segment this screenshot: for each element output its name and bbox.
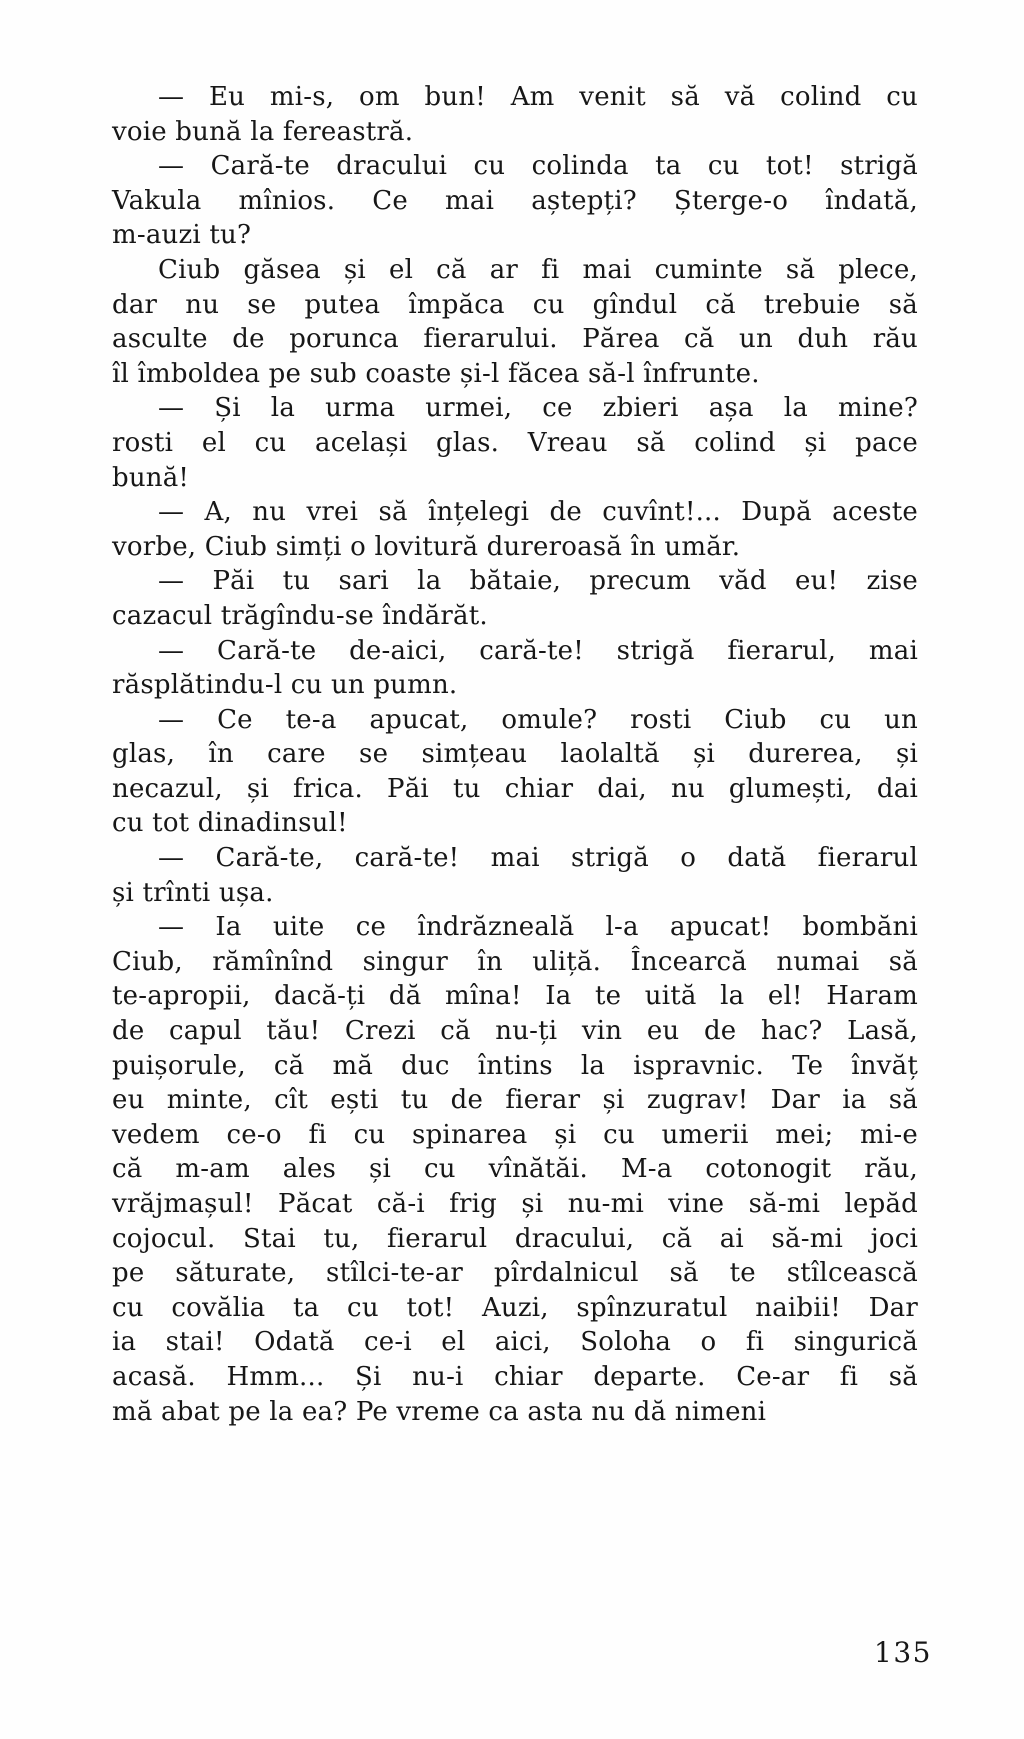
text-line: — Cară-te de-aici, cară-te! strigă fierarul, mai bbox=[158, 635, 918, 666]
text-line: cazacul trăgîndu-se îndărăt. bbox=[112, 600, 488, 631]
text-line: puișorule, că mă duc întins la ispravnic. Te învăț bbox=[112, 1050, 918, 1081]
text-line: Ciub găsea și el că ar fi mai cuminte să plece, bbox=[158, 254, 918, 285]
text-line: Ciub, rămînînd singur în uliță. Încearcă numai să bbox=[112, 946, 918, 977]
text-line: — A, nu vrei să înțelegi de cuvînt!... După aceste bbox=[158, 497, 918, 528]
text-line: — Cară-te dracului cu colinda ta cu tot! strigă bbox=[158, 151, 918, 182]
paragraph bbox=[112, 253, 918, 391]
text-line: bună! bbox=[112, 462, 190, 493]
paragraph bbox=[112, 841, 918, 910]
text-line: — Ia uite ce îndrăzneală l-a apucat! bombăni bbox=[158, 912, 918, 943]
text-line: asculte de porunca fierarului. Părea că un duh rău bbox=[112, 324, 918, 355]
text-line: — Păi tu sari la bătaie, precum văd eu! zise bbox=[158, 566, 918, 597]
text-line: — Și la urma urmei, ce zbieri așa la mine? bbox=[158, 393, 918, 424]
text-line: răsplătindu-l cu un pumn. bbox=[112, 670, 458, 701]
text-line: de capul tău! Crezi că nu-ți vin eu de hac? Lasă, bbox=[112, 1016, 918, 1047]
text-line: că m-am ales și cu vînătăi. M-a cotonogit rău, bbox=[112, 1154, 918, 1185]
paragraph bbox=[112, 391, 918, 495]
text-line: dar nu se putea împăca cu gîndul că trebuie să bbox=[112, 289, 918, 320]
paragraph bbox=[112, 703, 918, 841]
text-line: eu minte, cît ești tu de fierar și zugrav! Dar ia să bbox=[112, 1085, 918, 1116]
text-line: voie bună la fereastră. bbox=[112, 116, 414, 147]
text-line: cu covălia ta cu tot! Auzi, spînzuratul naibii! Dar bbox=[112, 1292, 918, 1323]
paragraph bbox=[112, 910, 918, 1429]
text-line: necazul, și frica. Păi tu chiar dai, nu glumești, dai bbox=[112, 773, 918, 804]
text-line: mă abat pe la ea? Pe vreme ca asta nu dă nimeni bbox=[112, 1396, 767, 1427]
text-line: cu tot dinadinsul! bbox=[112, 808, 348, 839]
text-line: — Ce te-a apucat, omule? rosti Ciub cu un bbox=[158, 704, 918, 735]
text-line: pe săturate, stîlci-te-ar pîrdalnicul să te stîlcească bbox=[112, 1258, 918, 1289]
text-column bbox=[112, 80, 918, 1429]
text-line: rosti el cu același glas. Vreau să colind și pace bbox=[112, 427, 918, 458]
text-line: ia stai! Odată ce-i el aici, Soloha o fi singurică bbox=[112, 1327, 918, 1358]
paragraph bbox=[112, 564, 918, 633]
paragraph bbox=[112, 495, 918, 564]
paragraph bbox=[112, 149, 918, 253]
page-number: 135 bbox=[874, 1636, 932, 1669]
text-line: îl îmboldea pe sub coaste și-l făcea să-l înfrunte. bbox=[112, 358, 760, 389]
paragraph bbox=[112, 634, 918, 703]
text-line: vrăjmașul! Păcat că-i frig și nu-mi vine să-mi lepăd bbox=[112, 1189, 918, 1219]
text-line: — Eu mi-s, om bun! Am venit să vă colind cu bbox=[158, 82, 918, 112]
text-line: și trînti ușa. bbox=[112, 877, 274, 908]
text-line: m-auzi tu? bbox=[112, 220, 252, 251]
text-line: glas, în care se simțeau laolaltă și durerea, și bbox=[112, 739, 918, 770]
text-line: — Cară-te, cară-te! mai strigă o dată fierarul bbox=[158, 843, 918, 874]
text-line: acasă. Hmm... Și nu-i chiar departe. Ce-ar fi să bbox=[112, 1361, 918, 1392]
text-line: vorbe, Ciub simți o lovitură dureroasă în umăr. bbox=[112, 531, 741, 562]
text-line: Vakula mînios. Ce mai aștepți? Șterge-o îndată, bbox=[112, 185, 918, 216]
text-line: vedem ce-o fi cu spinarea și cu umerii mei; mi-e bbox=[112, 1119, 918, 1150]
text-line: te-apropii, dacă-ți dă mîna! Ia te uită la el! Haram bbox=[112, 981, 918, 1012]
paragraph bbox=[112, 80, 918, 149]
text-line: cojocul. Stai tu, fierarul dracului, că ai să-mi joci bbox=[112, 1223, 918, 1254]
